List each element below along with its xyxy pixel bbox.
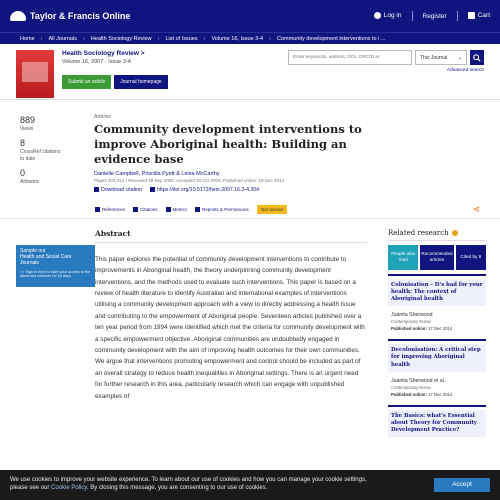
article-toolbar [0,201,500,219]
related-article-journal: Contemporary Nurse [391,384,431,390]
chevron-right-icon: › [157,35,160,42]
crumb-all-journals[interactable]: All Journals [48,35,77,42]
citations-tab[interactable]: Citations [133,207,158,212]
divider [412,11,413,21]
related-article-title[interactable]: The Basics: what's Essential about Theory for Community Development Practice? [388,410,486,437]
user-nav [374,11,490,21]
article-title: Community development interventions to improve Aboriginal health: Building an evidence base [94,122,362,166]
views-metric: 889 Views [20,115,36,133]
citations-icon [133,207,138,212]
cookie-policy-link[interactable]: Cookie Policy [51,485,87,491]
crumb-current: Community development interventions to i ... [276,35,386,42]
lamp-icon [10,11,26,21]
journal-title[interactable]: Health Sociology Review > [62,50,145,57]
references-icon [95,207,100,212]
get-access-button[interactable]: Get access [257,205,288,214]
publication-info: Pages 304-314 | Received 29 Sep 2006, Accepted 30 Oct 2006, Published online: 19 Dec 2014 [94,177,285,183]
article-authors[interactable]: Danielle Campbell, Priscilla Pyett & Leisa McCarthy [94,170,220,177]
tab-people-also-read[interactable]: People also read [388,245,418,270]
advanced-search-link[interactable]: Advanced search [446,68,484,73]
article-header [0,100,500,193]
search-icon [473,54,481,62]
crumb-volume[interactable]: Volume 16, Issue 3-4 [211,35,264,42]
info-icon[interactable] [452,230,458,236]
abstract-text: This paper explores the potential of community development interventions to contribute to improvements in Aboriginal health, the theory underpinning community development interventions, and the methods used to evaluate such interventions. This paper is based on a review of health literature to identify Australian and international examples of interventions utilising a community development approach with a view to directly addressing a health issue and contributing to the empowerment of Aboriginal people. Seventeen articles published over a ten year period from 1994 were identified which met the criteria for community development with a specific empowerment objective. Aboriginal communities are undoubtedly engaged in community development with the aim of improving health outcomes for their own communities. We argue that interventions promoting empowerment and control should be included as part of an overall strategy to reduce health inequalities in Aboriginal settings. There is an urgent need for further research in this area, particularly research which can engage with unpublished examples of [95,255,365,400]
search-area [288,50,484,93]
article-metrics [20,114,94,193]
crumb-journal[interactable]: Health Sociology Review [90,35,152,42]
chevron-right-icon: › [82,35,85,42]
brand-name: Taylor & Francis Online [30,11,131,21]
external-link-icon [150,187,155,192]
cookie-banner: We use cookies to improve your website experience. To learn about our use of cookies and how you can manage your cookie settings, please see our Cookie Policy. By closing this message, you are consenting to our use of cookies. Accept [0,470,500,500]
abstract-section [95,229,367,441]
related-article-author: Juanita Sherwood [391,312,433,319]
chevron-down-icon: ⌄ [457,54,462,61]
download-icon [94,187,99,192]
site-header [0,0,500,32]
journal-volume: Volume 16, 2007 - Issue 3-4 [62,59,131,65]
breadcrumb [0,32,500,44]
chevron-right-icon: › [269,35,271,42]
altmetric-metric: 0 Altmetric [20,167,40,185]
abstract-heading: Abstract [95,229,367,243]
article-type: Articles [94,114,112,120]
chevron-right-icon: › [203,35,206,42]
reprints-icon [195,207,200,212]
related-article-journal: Contemporary Nurse [391,319,431,325]
cart-link[interactable]: Cart [468,12,490,19]
metrics-tab[interactable]: Metrics [166,207,188,212]
metrics-icon [166,207,171,212]
search-button[interactable] [470,50,484,65]
login-link[interactable]: Log in [374,12,402,19]
register-link[interactable]: Register [422,12,447,20]
sample-journals-promo[interactable]: Sample our Health and Social Care Journals >> Sign in here to start your access to the latest two volumes for 14 days [16,245,95,287]
search-scope-select[interactable]: This Journal ⌄ [415,50,467,65]
related-article-title[interactable]: Decolonisation: A critical step for improving Aboriginal health [388,344,486,371]
related-research-heading: Related research [388,228,449,237]
journal-info [62,50,168,93]
cookie-text: We use cookies to improve your website experience. To learn about our use of cookies and how you can manage your cookie settings, [10,477,367,484]
related-research [388,229,486,441]
reprints-tab[interactable]: Reprints & Permissions [195,207,249,212]
crossref-metric: 8 CrossRef citations to date [20,137,61,162]
divider [457,11,458,21]
download-citation-link[interactable]: Download citation [94,187,142,193]
references-tab[interactable]: References [95,207,125,212]
related-article-author: Juanita Sherwood et al. [391,377,446,384]
user-icon [374,12,381,19]
journal-header [0,44,500,100]
related-article-published: Published online: 17 Dec 2014 [391,391,453,397]
related-article [388,405,486,441]
tab-recommended-articles[interactable]: Recommended articles [420,245,453,270]
cart-icon [468,12,475,19]
journal-cover[interactable] [16,50,54,98]
crumb-home[interactable]: Home [20,35,35,42]
tab-cited-by[interactable]: Cited by 8 [456,245,486,270]
related-article [388,339,486,400]
related-article-title[interactable]: Colonisation – It's bad for your health: The context of Aboriginal health [388,279,486,306]
submit-article-button[interactable]: Submit an article [62,75,111,89]
share-icon[interactable]: ⋖ [472,203,480,214]
chevron-right-icon: › [40,35,43,42]
related-article [388,274,486,335]
related-article-published: Published online: 17 Dec 2014 [391,326,453,332]
crumb-issues[interactable]: List of Issues [165,35,198,42]
doi-link[interactable]: https://doi.org/10.5172/hesr.2007.16.3-4.304 [150,187,259,193]
accept-cookies-button[interactable]: Accept [434,478,490,492]
article-body [0,229,500,441]
brand-logo[interactable] [10,11,130,21]
journal-homepage-button[interactable]: Journal homepage [114,75,167,89]
chevron-right-icon: > [140,50,145,57]
search-input[interactable] [288,50,412,65]
